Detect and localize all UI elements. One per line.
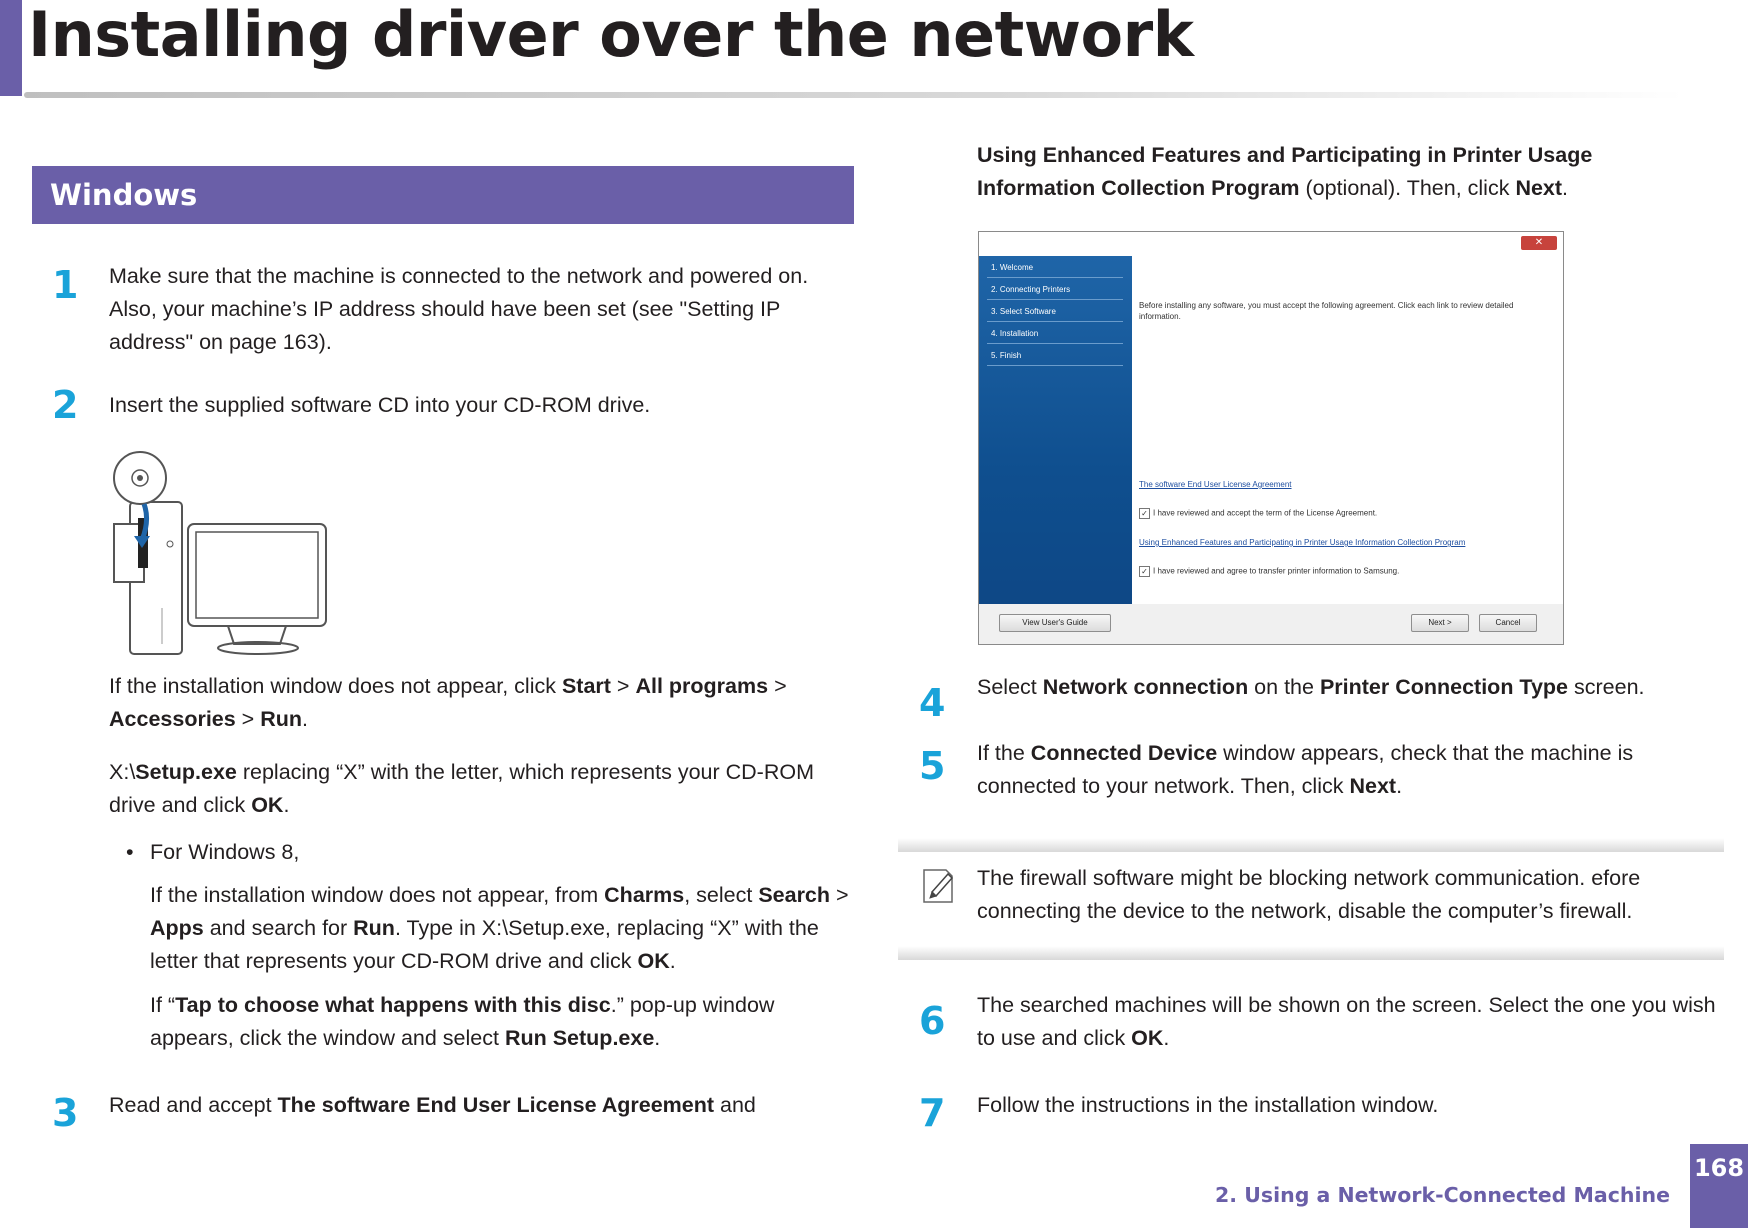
bullet-dot: • xyxy=(126,840,134,864)
step-2-setup-note: X:\Setup.exe replacing “X” with the letter, which represents your CD-ROM drive and click OK. xyxy=(109,760,814,817)
checkbox-icon[interactable]: ✓ xyxy=(1139,566,1150,577)
step-4-text: Select Network connection on the Printer Connection Type screen. xyxy=(977,675,1645,699)
installer-step-welcome: 1. Welcome xyxy=(987,258,1123,278)
step-2-number: 2 xyxy=(52,383,79,427)
windows8-instructions: If the installation window does not appear, from Charms, select Search > Apps and search for Run. Type in X:\Setup.exe, replacing “X” with the letter that represents your CD-ROM drive and click OK. xyxy=(150,883,849,973)
page-title: Installing driver over the network xyxy=(28,0,1194,71)
pencil-note-icon xyxy=(918,866,958,906)
title-divider xyxy=(24,92,1684,98)
installer-screenshot xyxy=(978,231,1564,645)
step-5-number: 5 xyxy=(919,744,946,788)
step-3-continued: Using Enhanced Features and Participating in Printer Usage Information Collection Program (optional). Then, click Next. xyxy=(977,143,1593,200)
step-5-text: If the Connected Device window appears, check that the machine is connected to your network. Then, click Next. xyxy=(977,741,1634,798)
step-1-text: Make sure that the machine is connected to the network and powered on. Also, your machine’s IP address should have been set (see "Setting IP address" on page 163). xyxy=(109,264,809,354)
installer-step-software: 3. Select Software xyxy=(987,302,1123,322)
step-7-text: Follow the instructions in the installation window. xyxy=(977,1093,1439,1117)
chapter-footer: 2. Using a Network-Connected Machine xyxy=(1215,1183,1670,1207)
cd-drive-illustration xyxy=(108,448,328,660)
step-1-number: 1 xyxy=(52,263,79,307)
close-icon[interactable]: ✕ xyxy=(1521,236,1557,250)
step-6-number: 6 xyxy=(919,999,946,1043)
installer-eula-link[interactable]: The software End User License Agreement xyxy=(1139,480,1292,489)
installer-sidebar xyxy=(979,256,1132,644)
step-7-number: 7 xyxy=(919,1091,946,1135)
step-3-text: Read and accept The software End User License Agreement and xyxy=(109,1093,756,1117)
section-header-windows: Windows xyxy=(32,166,854,224)
installer-titlebar xyxy=(979,232,1563,256)
installer-intro: Before installing any software, you must accept the following agreement. Click each link to review detailed information. xyxy=(1139,301,1514,321)
installer-eula-checkbox[interactable]: ✓ I have reviewed and accept the term of the License Agreement. xyxy=(1139,508,1377,519)
installer-step-connecting: 2. Connecting Printers xyxy=(987,280,1123,300)
checkbox-icon[interactable]: ✓ xyxy=(1139,508,1150,519)
title-accent-bar xyxy=(0,0,22,96)
windows8-label: For Windows 8, xyxy=(150,840,300,864)
note-bottom-rule xyxy=(898,946,1724,960)
installer-program-link[interactable]: Using Enhanced Features and Participating in Printer Usage Information Collection Program xyxy=(1139,538,1466,547)
step-3-number: 3 xyxy=(52,1091,79,1135)
next-button[interactable]: Next > xyxy=(1411,614,1469,632)
page-number: 168 xyxy=(1690,1144,1748,1228)
step-2-start-note: If the installation window does not appear, click Start > All programs > Accessories > Run. xyxy=(109,674,787,731)
installer-program-checkbox[interactable]: ✓ I have reviewed and agree to transfer printer information to Samsung. xyxy=(1139,566,1399,577)
step-4-number: 4 xyxy=(919,681,946,725)
note-top-rule xyxy=(898,838,1724,852)
step-6-text: The searched machines will be shown on the screen. Select the one you wish to use and click OK. xyxy=(977,993,1716,1050)
firewall-note: The firewall software might be blocking network communication. efore connecting the device to the network, disable the computer’s firewall. xyxy=(977,866,1641,923)
step-2-text: Insert the supplied software CD into your CD-ROM drive. xyxy=(109,393,651,417)
windows8-popup-note: If “Tap to choose what happens with this disc.” pop-up window appears, click the window and select Run Setup.exe. xyxy=(150,993,775,1050)
cancel-button[interactable]: Cancel xyxy=(1479,614,1537,632)
installer-step-installation: 4. Installation xyxy=(987,324,1123,344)
view-users-guide-button[interactable]: View User's Guide xyxy=(999,614,1111,632)
installer-step-finish: 5. Finish xyxy=(987,346,1123,366)
